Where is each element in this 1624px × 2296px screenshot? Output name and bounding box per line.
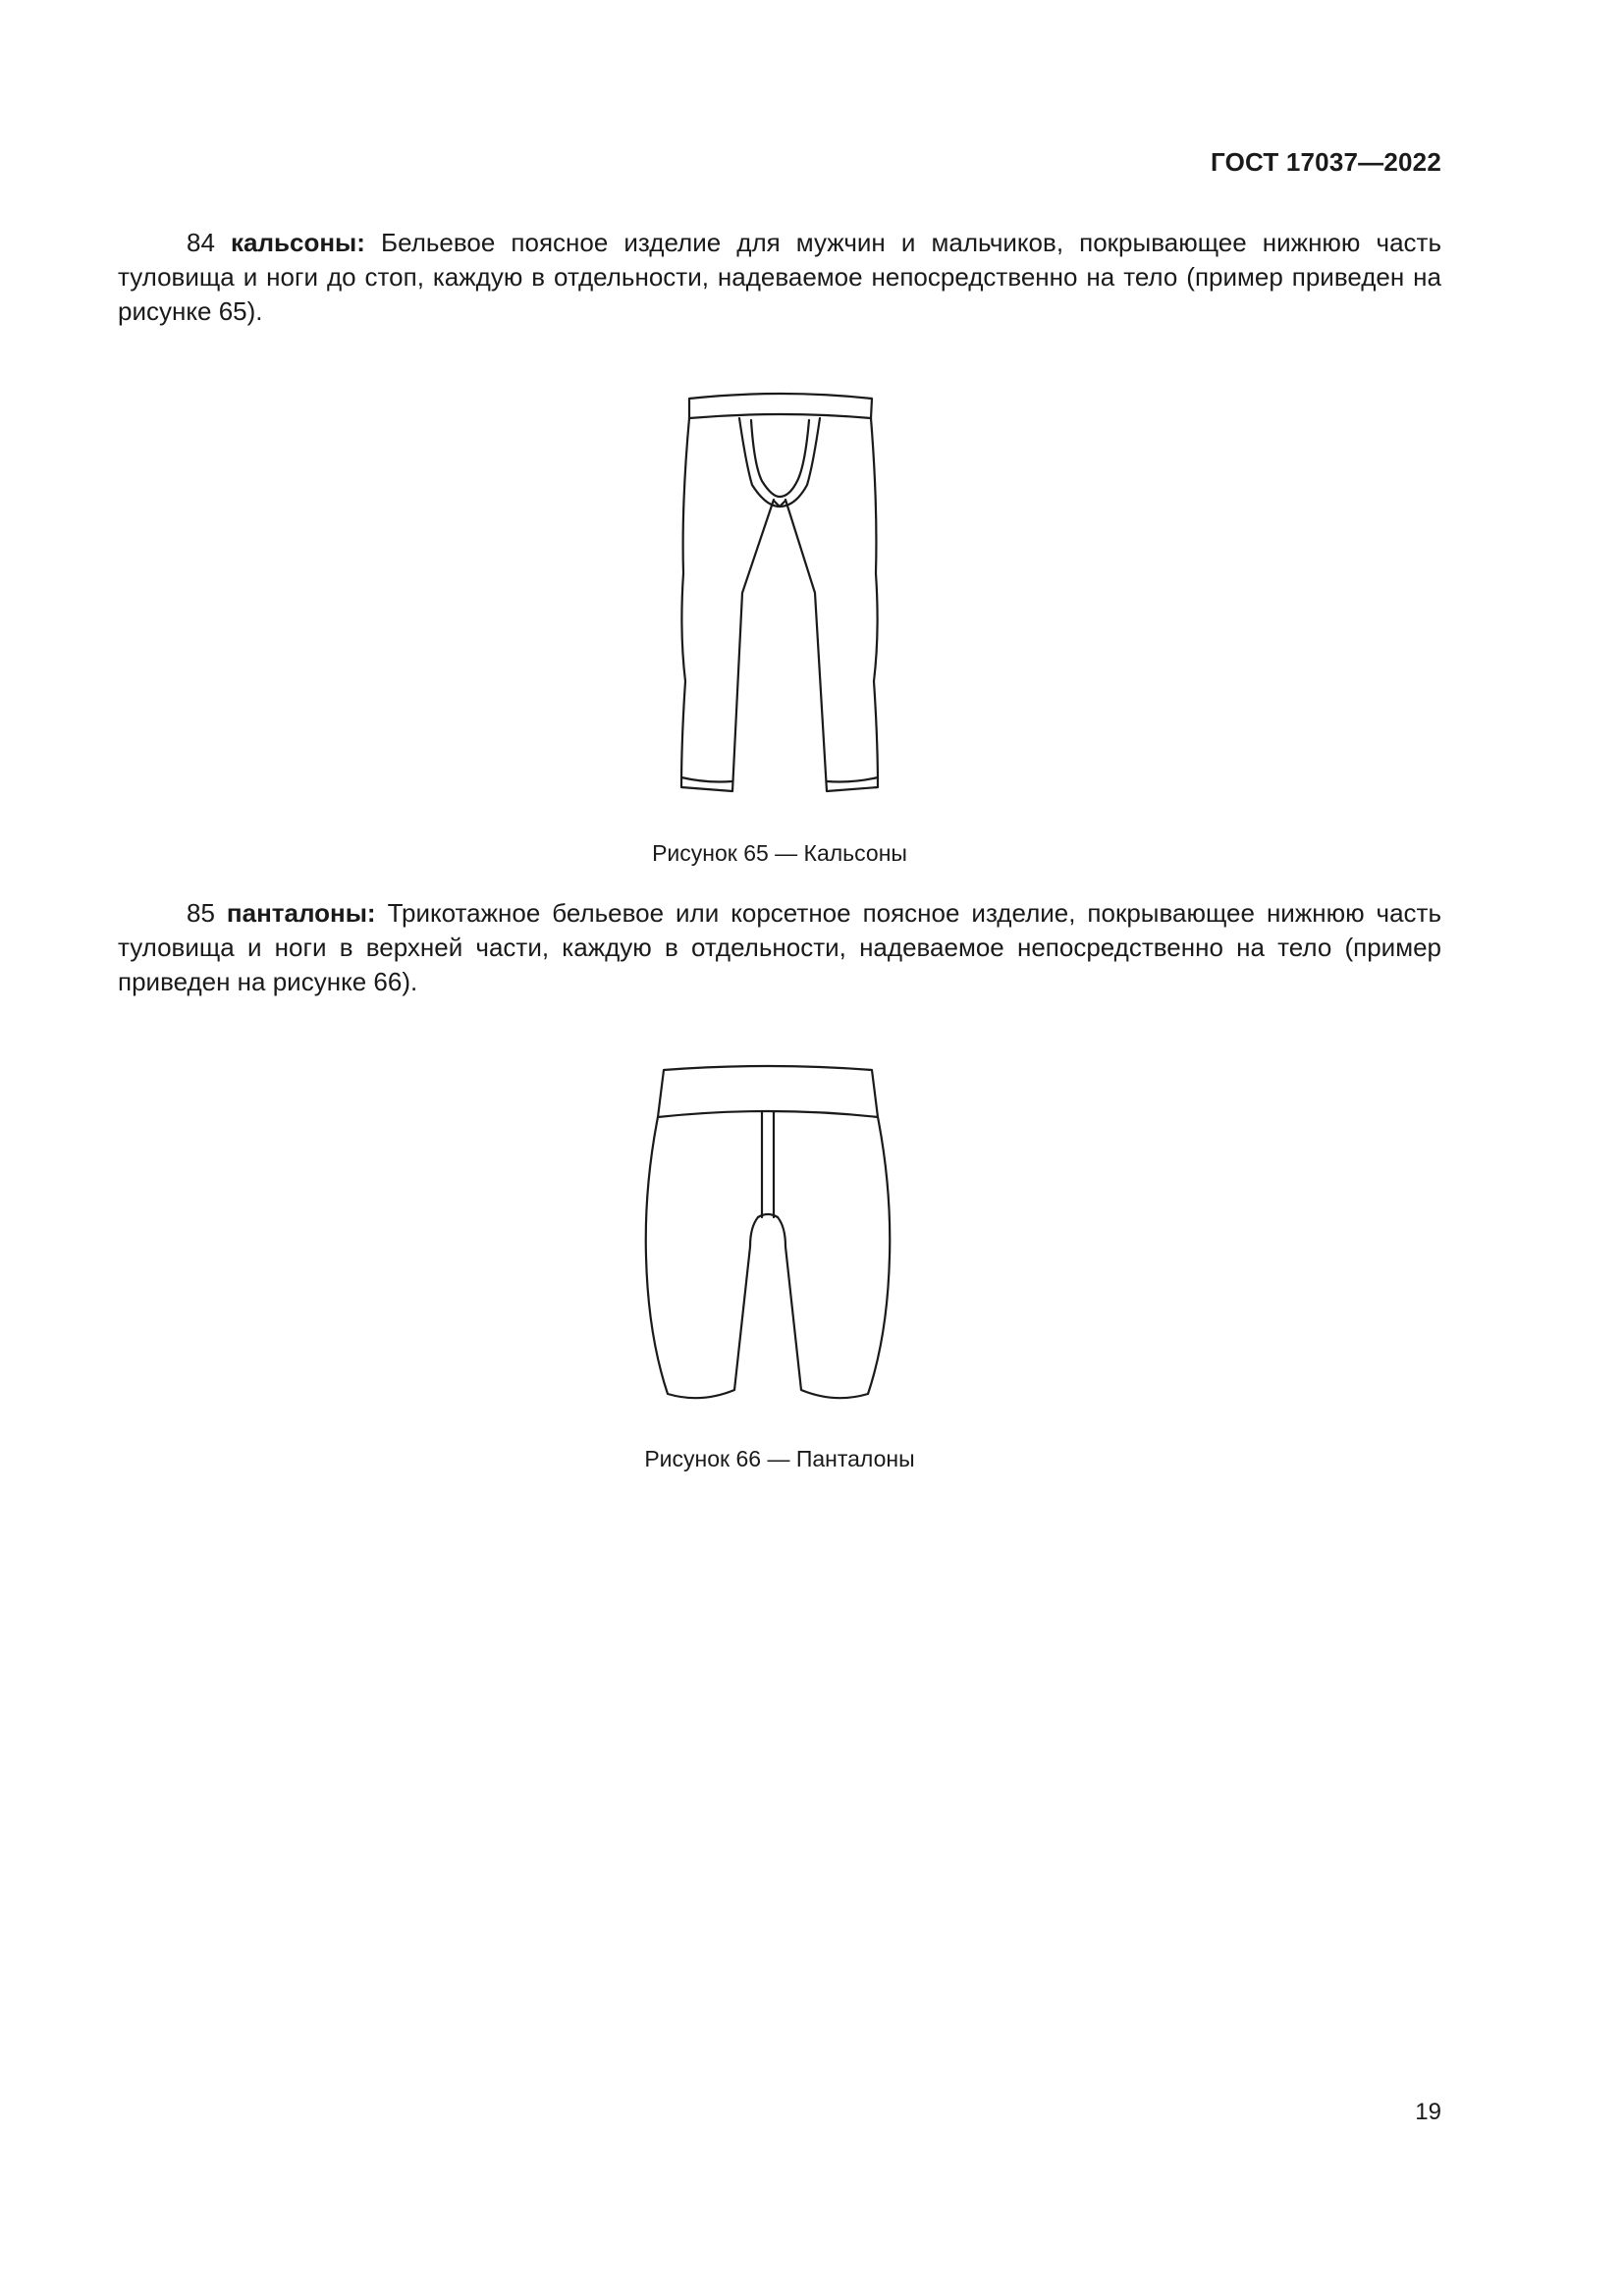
figure-caption-66: Рисунок 66 — Панталоны xyxy=(644,1446,915,1471)
term-number: 85 xyxy=(187,898,215,928)
waistband xyxy=(689,394,872,418)
term-definition: Бельевое поясное изделие для мужчин и мальчиков, покрывающее нижнюю часть туловища и ноги до стоп, каждую в отдельности, надеваемое непосредственно на тело (пример приведен на рисунке 65). xyxy=(118,228,1441,326)
term-number: 84 xyxy=(187,228,215,257)
term-name: панталоны: xyxy=(226,898,376,928)
term-definition: Трикотажное бельевое или корсетное поясное изделие, покрывающее нижнюю часть туловища и ноги в верхней части, каждую в отдельности, надеваемое непосредственно на тело (пример приведен на рисунке 66). xyxy=(118,898,1442,996)
figure-caption-65: Рисунок 65 — Кальсоны xyxy=(652,840,907,866)
term-entry-85 xyxy=(118,896,1441,999)
left-leg-outline xyxy=(646,1117,758,1398)
term-name: кальсоны: xyxy=(231,228,365,257)
document-header: ГОСТ 17037—2022 xyxy=(1211,147,1441,177)
long-underwear-drawing xyxy=(677,387,884,809)
fly-pouch-inner xyxy=(751,420,809,497)
page-number: 19 xyxy=(1415,2099,1441,2125)
left-cuff xyxy=(681,777,732,782)
right-cuff xyxy=(827,777,878,782)
right-leg-outline xyxy=(778,1117,890,1398)
waistband xyxy=(658,1066,878,1117)
term-entry-84 xyxy=(118,226,1441,329)
pantaloons-drawing xyxy=(642,1060,893,1406)
